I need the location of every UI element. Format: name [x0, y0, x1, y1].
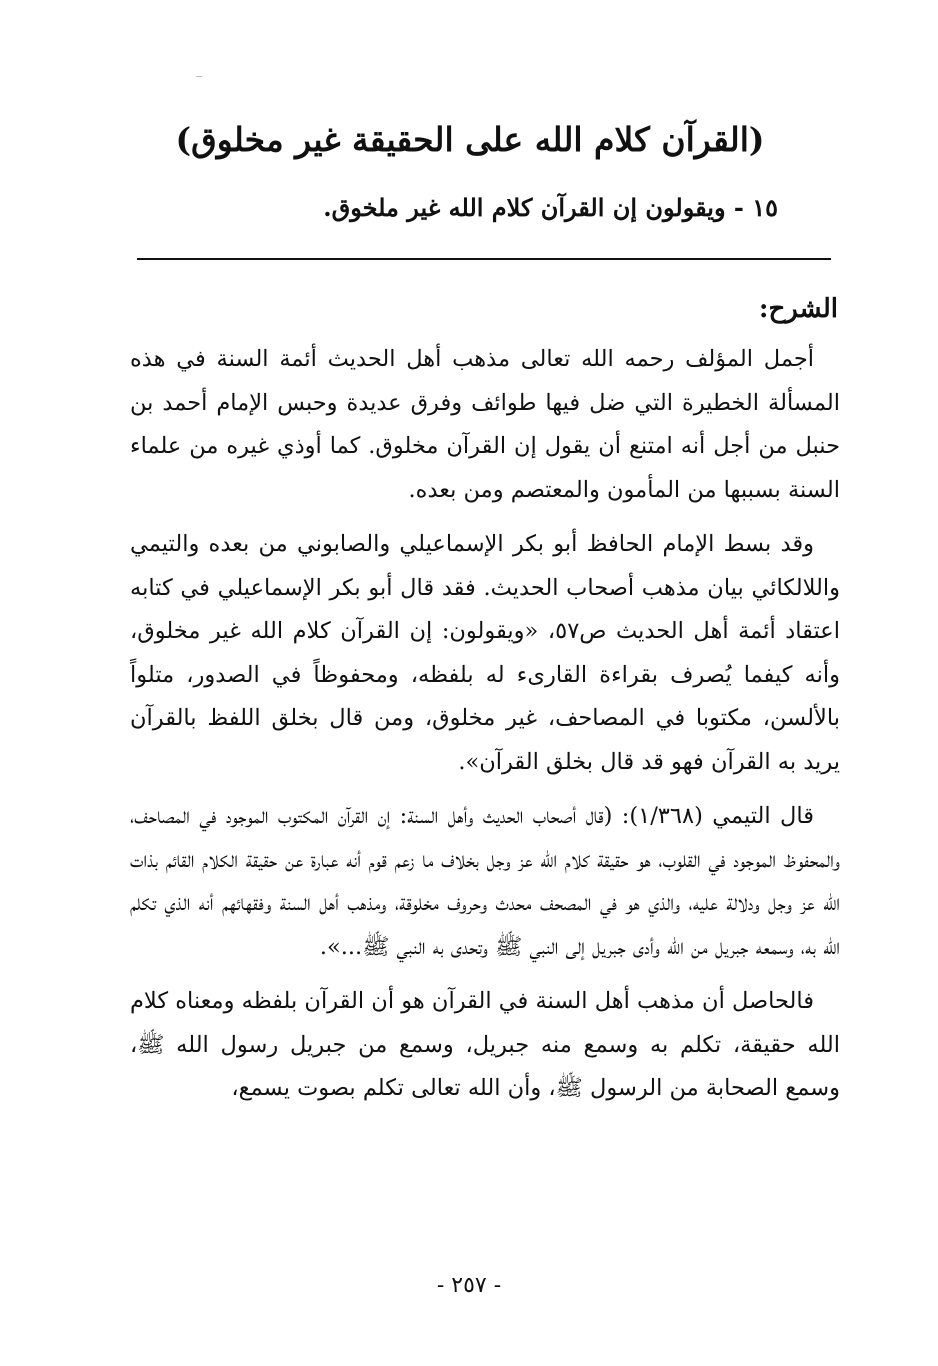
paragraph-taymi-quote: قال التيمي (١/٣٦٨): (قال أصحاب الحديث وأهل السنة: إن القرآن المكتوب الموجود في المصاحف، والمحفوظ الموجود في القلوب، هو حقيقة كلام الله عز وجل بخلاف ما زعم قوم أنه عبارة عن حقيقة الكلام القائم بذات الله عز وجل ودلالة عليه، والذي هو في المصحف محدث وحروف مخلوقة، ومذهب أهل السنة وفقهائهم أنه الذي تكلم الله به، وسمعه جبريل من الله وأدى جبريل إلى النبي ﷺ وتحدى به النبي ﷺ...». — [130, 803, 840, 960]
divider-line — [137, 258, 831, 260]
page-number: - ٢٥٧ - — [436, 1273, 502, 1298]
paragraph-ismaili-quote: وقد بسط الإمام الحافظ أبو بكر الإسماعيلي والصابوني من بعده والتيمي واللالكائي بيان مذهب أصحاب الحديث. فقد قال أبو بكر الإسماعيلي في كتابه اعتقاد أئمة أهل الحديث ص٥٧، «ويقولون: إن القرآن كلام الله غير مخلوق، وأنه كيفما يُصرف بقراءة القارىء له بلفظه، ومحفوظاً في الصدور، متلواً بالألسن، مكتوبا في المصاحف، غير مخلوق، ومن قال بخلق اللفظ بالقرآن يريد به القرآن فهو قد قال بخلق القرآن». — [130, 531, 840, 775]
scan-speck — [196, 76, 202, 77]
chapter-title: (القرآن كلام الله على الحقيقة غير مخلوق) — [175, 120, 765, 159]
commentary-heading: الشرح: — [758, 294, 838, 324]
paragraph-intro: أجمل المؤلف رحمه الله تعالى مذهب أهل الحديث أئمة السنة في هذه المسألة الخطيرة التي ضل فيها طوائف وفرق عديدة وحبس الإمام أحمد بن حنبل من أجل أنه امتنع أن يقول إن القرآن مخلوق. كما أوذي غيره من علماء السنة بسببها من المأمون والمعتصم ومن بعده. — [130, 346, 840, 503]
paragraph-conclusion: فالحاصل أن مذهب أهل السنة في القرآن هو أن القرآن بلفظه ومعناه كلام الله حقيقة، تكلم به وسمع منه جبريل، وسمع من جبريل رسول الله ﷺ، وسمع الصحابة من الرسول ﷺ، وأن الله تعالى تكلم بصوت يسمع، — [130, 988, 840, 1101]
main-statement: ١٥ - ويقولون إن القرآن كلام الله غير ملخوق. — [323, 193, 778, 222]
commentary-body — [130, 338, 840, 1122]
